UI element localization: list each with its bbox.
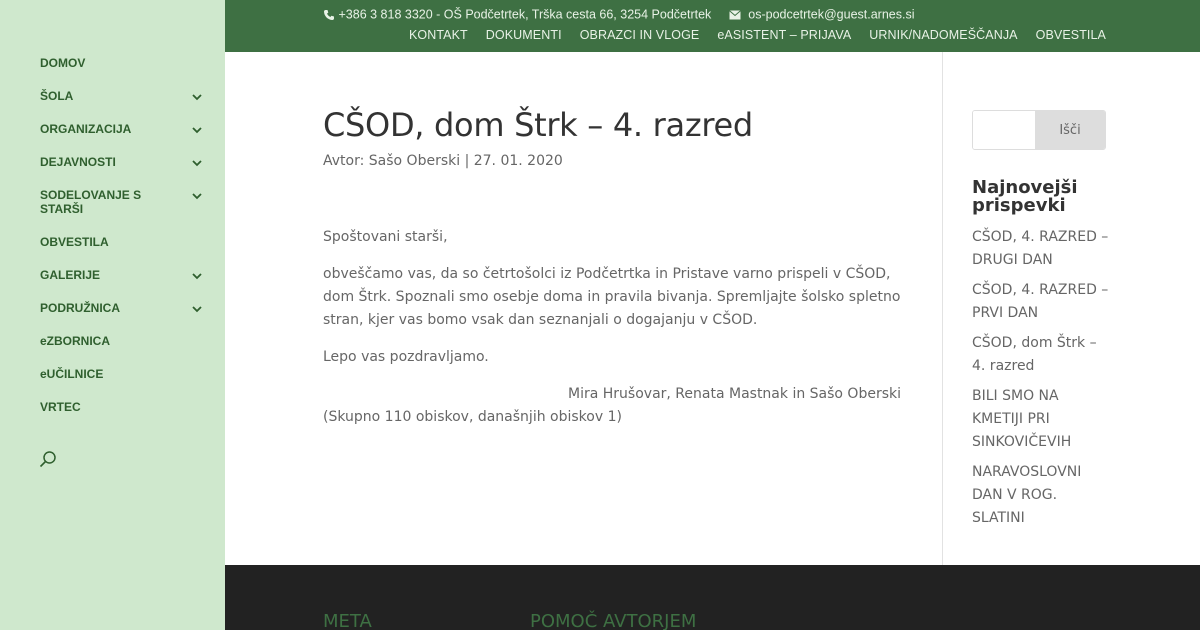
sidebar-item-ezbornica[interactable]: [0, 324, 225, 357]
recent-posts-title: Najnovejši prispevki: [972, 177, 1078, 216]
post-meta: Avtor: Sašo Oberski | 27. 01. 2020: [323, 153, 563, 169]
contact-line: [323, 7, 915, 22]
post-closing: Lepo vas pozdravljamo.: [323, 349, 489, 365]
sidebar-item-podruznica[interactable]: [0, 291, 225, 324]
phone-icon: [323, 9, 335, 21]
search-icon[interactable]: [39, 450, 57, 468]
sidebar-item-label[interactable]: PODRUŽNICA: [40, 301, 120, 315]
top-nav-kontakt[interactable]: KONTAKT: [408, 28, 468, 42]
chevron-down-icon[interactable]: [191, 91, 203, 103]
sidebar-item-eucilnice[interactable]: [0, 357, 225, 390]
post-stats: (Skupno 110 obiskov, današnjih obiskov 1): [323, 409, 622, 425]
recent-post-item[interactable]: [972, 332, 1112, 378]
sidebar-item-galerije[interactable]: [0, 258, 225, 291]
chevron-down-icon[interactable]: [191, 303, 203, 315]
chevron-down-icon[interactable]: [191, 190, 203, 202]
sidebar-item-label[interactable]: VRTEC: [40, 400, 81, 414]
post-greeting: Spoštovani starši,: [323, 229, 448, 245]
post-body: [323, 226, 901, 443]
sidebar-item-dejavnosti[interactable]: [0, 145, 225, 178]
chevron-down-icon[interactable]: [191, 124, 203, 136]
sidebar-item-domov[interactable]: [0, 46, 225, 79]
search-button[interactable]: Išči: [1035, 111, 1105, 149]
top-nav-urnik[interactable]: URNIK/NADOMEŠČANJA: [869, 28, 1018, 42]
sidebar-item-obvestila[interactable]: [0, 225, 225, 258]
top-nav-easistent[interactable]: eASISTENT – PRIJAVA: [717, 28, 852, 42]
post-title: CŠOD, dom Štrk – 4. razred: [323, 106, 753, 144]
sidebar-item-label[interactable]: ŠOLA: [40, 89, 74, 103]
footer-help-heading: POMOČ AVTORJEM: [530, 611, 697, 630]
recent-post-link[interactable]: NARAVOSLOVNI DAN V ROG. SLATINI: [972, 464, 1082, 526]
mail-icon: [729, 10, 741, 20]
main-content: [225, 52, 942, 565]
right-sidebar: [943, 52, 1200, 565]
recent-post-link[interactable]: CŠOD, 4. RAZRED – PRVI DAN: [972, 282, 1109, 321]
top-header: [225, 0, 1200, 52]
recent-post-item[interactable]: [972, 279, 1112, 325]
top-nav: [409, 28, 1106, 42]
footer: [225, 565, 1200, 630]
recent-post-link[interactable]: BILI SMO NA KMETIJI PRI SINKOVIČEVIH: [972, 388, 1072, 450]
search-input[interactable]: [973, 111, 1035, 149]
sidebar-item-sodelovanje[interactable]: [0, 178, 225, 225]
sidebar-item-label[interactable]: eUČILNICE: [40, 367, 104, 381]
sidebar-item-organizacija[interactable]: [0, 112, 225, 145]
sidebar-item-label[interactable]: DOMOV: [40, 56, 86, 70]
top-nav-obvestila[interactable]: OBVESTILA: [1035, 28, 1106, 42]
left-sidebar: [0, 0, 225, 630]
chevron-down-icon[interactable]: [191, 270, 203, 282]
recent-post-item[interactable]: [972, 385, 1112, 454]
top-nav-obrazci[interactable]: OBRAZCI IN VLOGE: [579, 28, 700, 42]
sidebar-item-vrtec[interactable]: [0, 390, 225, 423]
chevron-down-icon[interactable]: [191, 157, 203, 169]
email-link[interactable]: os-podcetrtek@guest.arnes.si: [748, 7, 915, 22]
sidebar-item-label[interactable]: ORGANIZACIJA: [40, 122, 132, 136]
sidebar-item-label[interactable]: eZBORNICA: [40, 334, 111, 348]
sidebar-logo-space: [0, 0, 225, 46]
sidebar-item-label[interactable]: GALERIJE: [40, 268, 101, 282]
search-widget: [972, 110, 1106, 150]
post-signature: Mira Hrušovar, Renata Mastnak in Sašo Oberski: [568, 386, 901, 402]
sidebar-item-label[interactable]: DEJAVNOSTI: [40, 155, 116, 169]
sidebar-item-label[interactable]: OBVESTILA: [40, 235, 109, 249]
sidebar-item-sola[interactable]: [0, 79, 225, 112]
contact-text: +386 3 818 3320 - OŠ Podčetrtek, Trška cesta 66, 3254 Podčetrtek: [338, 7, 712, 22]
sidebar-item-label[interactable]: SODELOVANJE S STARŠI: [40, 188, 142, 216]
recent-posts-list: [972, 226, 1112, 537]
top-nav-dokumenti[interactable]: DOKUMENTI: [485, 28, 562, 42]
recent-post-link[interactable]: CŠOD, dom Štrk – 4. razred: [972, 335, 1097, 374]
post-paragraph: obveščamo vas, da so četrtošolci iz Podčetrtka in Pristave varno prispeli v CŠOD, dom Štrk. Spoznali smo osebje doma in pravila bivanja. Spremljajte šolsko spletno stran, kjer vas bomo vsak dan seznanjali o dogajanju v CŠOD.: [323, 266, 901, 328]
recent-post-item[interactable]: [972, 461, 1112, 530]
recent-post-item[interactable]: [972, 226, 1112, 272]
footer-meta-heading: META: [323, 611, 372, 630]
sidebar-nav: [0, 46, 225, 423]
recent-post-link[interactable]: CŠOD, 4. RAZRED – DRUGI DAN: [972, 229, 1109, 268]
